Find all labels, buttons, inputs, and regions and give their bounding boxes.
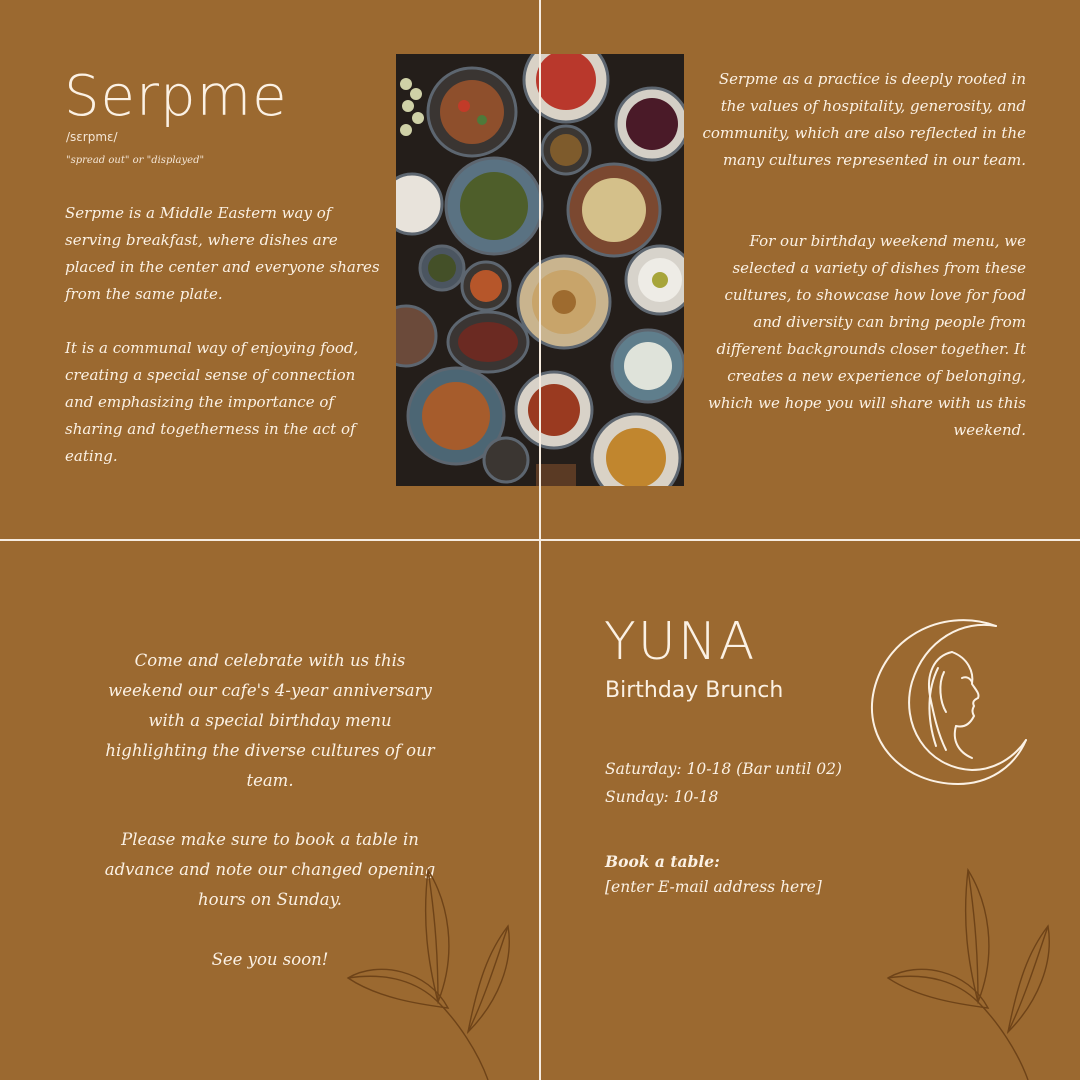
serpme-communal-text: It is a communal way of enjoying food, creating a special sense of connection and emphasizing the importance of sharing and togetherness in the act of eating.: [65, 339, 359, 465]
serpme-title: Serpme: [64, 64, 288, 129]
hours-sunday: Sunday: 10-18: [605, 788, 719, 806]
celebration-invite-text: Come and celebrate with us this weekend our cafe's 4-year anniversary with a special birthday menu highlighting the diverse cultures of our team.: [105, 651, 435, 790]
leaf-branch-icon: [318, 862, 518, 1080]
book-table-label: Book a table:: [605, 852, 720, 871]
booking-email-link[interactable]: [enter E-mail address here]: [605, 878, 822, 896]
birthday-menu-text: For our birthday weekend menu, we selected a variety of dishes from these cultures, to showcase how love for food and diversity can bring people from different backgrounds closer together. It creates a new experience of belonging, which we hope you will share with us this weekend.: [707, 232, 1026, 439]
leaf-branch-icon: [858, 862, 1058, 1080]
booking-note-text: Please make sure to book a table in advance and note our changed opening hours on Sunday.: [104, 830, 436, 909]
hospitality-text: Serpme as a practice is deeply rooted in the values of hospitality, generosity, and community, which are also reflected in the many cultures represented in our team.: [702, 70, 1026, 169]
see-you-soon-text: See you soon!: [211, 950, 329, 969]
phonetic-spelling: /sɛrpmɛ/: [66, 130, 118, 144]
serpme-description: Serpme is a Middle Eastern way of serving breakfast, where dishes are placed in the center and everyone shares from the same plate.: [65, 204, 380, 303]
crescent-moon-face-icon: [868, 612, 1034, 788]
horizontal-divider: [0, 539, 1080, 541]
hours-saturday: Saturday: 10-18 (Bar until 02): [605, 760, 842, 778]
word-meaning: "spread out" or "displayed": [66, 155, 205, 166]
brand-name: YUNA: [604, 612, 757, 672]
event-subtitle: Birthday Brunch: [605, 678, 784, 703]
